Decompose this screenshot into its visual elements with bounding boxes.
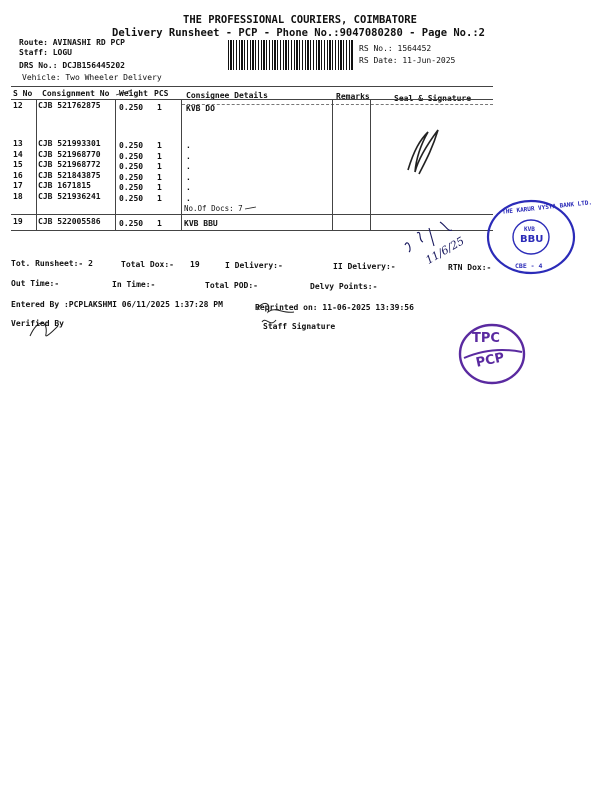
row-consignment: CJB 522005586 xyxy=(38,217,101,226)
row-consignment: CJB 521762875 xyxy=(38,101,101,110)
rs-date: RS Date: 11-Jun-2025 xyxy=(359,56,456,65)
row-consignment: CJB 521993301 xyxy=(38,139,101,148)
row-consignment: CJB 521968770 xyxy=(38,150,101,159)
row-weight: 0.250 xyxy=(119,152,144,161)
row-sno: 15 xyxy=(13,160,23,169)
route-label: Route: AVINASHI RD PCP xyxy=(19,38,125,47)
verified-by: Verified By xyxy=(11,319,64,328)
bank-name: THE KARUR VYSYA BANK LTD. xyxy=(501,199,593,216)
drs-number: DRS No.: DCJB156445202 xyxy=(19,61,125,70)
rs-number: RS No.: 1564452 xyxy=(359,44,432,53)
out-time: Out Time:- xyxy=(11,279,60,288)
total-dox-value: 19 xyxy=(190,260,200,269)
row-pcs: 1 xyxy=(157,103,162,112)
strike-docs xyxy=(245,207,256,209)
vehicle-label: Vehicle: Two Wheeler Delivery xyxy=(22,73,162,82)
total-dox-label: Total Dox:- xyxy=(121,260,174,269)
row-sno: 17 xyxy=(13,181,23,190)
pcp-label: PCP xyxy=(474,350,506,371)
entered-by: Entered By :PCPLAKSHMI 06/11/2025 1:37:28 PM xyxy=(11,300,223,309)
row-weight: 0.250 xyxy=(119,173,144,182)
row-pcs: 1 xyxy=(157,219,162,228)
row-sno: 14 xyxy=(13,150,23,159)
row-consignment: CJB 521843875 xyxy=(38,171,101,180)
row-weight: 0.250 xyxy=(119,103,144,112)
row-consignee: . xyxy=(186,141,191,150)
col-header-remarks: Remarks xyxy=(336,92,370,101)
bank-city: CBE - 4 xyxy=(515,262,543,270)
row-consignee: . xyxy=(186,194,191,203)
col-header-pcs: PCS xyxy=(154,89,169,98)
runsheet-title: Delivery Runsheet - PCP - Phone No.:9047080280 - Page No.:2 xyxy=(112,27,485,39)
row-sno: 16 xyxy=(13,171,23,180)
staff-signature: Staff Signature xyxy=(263,322,336,331)
in-time: In Time:- xyxy=(112,280,156,289)
row-consignee: KVB BBU xyxy=(184,219,218,228)
row-consignee: . xyxy=(186,173,191,182)
staff-label: Staff: LOGU xyxy=(19,48,72,57)
row-pcs: 1 xyxy=(157,152,162,161)
tpc-stamp xyxy=(458,322,528,388)
row-sno: 13 xyxy=(13,139,23,148)
row-weight: 0.250 xyxy=(119,141,144,150)
col-header-consignee: Consignee Details xyxy=(186,91,268,100)
row-consignee: KVB DO xyxy=(186,104,215,113)
row-pcs: 1 xyxy=(157,173,162,182)
total-pod: Total POD:- xyxy=(205,281,258,290)
no-of-docs: No.Of Docs: 7 xyxy=(184,204,243,213)
row-consignment: CJB 1671815 xyxy=(38,181,91,190)
row-sno: 12 xyxy=(13,101,23,110)
row-sno: 19 xyxy=(13,217,23,226)
row-weight: 0.250 xyxy=(119,162,144,171)
row-consignment: CJB 521968772 xyxy=(38,160,101,169)
i-delivery: I Delivery:- xyxy=(225,261,283,270)
col-header-seal: Seal & Signature xyxy=(394,94,472,103)
rtn-dox: RTN Dox:- xyxy=(448,263,492,272)
verified-signature-scribble xyxy=(30,323,58,336)
col-header-weight: Weight xyxy=(119,89,148,98)
bank-stamp xyxy=(485,199,593,275)
bank-branch: BBU xyxy=(520,234,544,245)
handwritten-date: 11/6/25 xyxy=(423,234,467,267)
row-consignment: CJB 521936241 xyxy=(38,192,101,201)
row-pcs: 1 xyxy=(157,194,162,203)
ii-delivery: II Delivery:- xyxy=(333,262,396,271)
row-consignee: . xyxy=(186,183,191,192)
reprinted-on: Reprinted on: 11-06-2025 13:39:56 xyxy=(255,303,414,312)
company-name: THE PROFESSIONAL COURIERS, COIMBATORE xyxy=(183,14,417,26)
col-header-consignment: Consignment No xyxy=(42,89,110,98)
tpc-label: TPC xyxy=(472,331,500,346)
row-pcs: 1 xyxy=(157,183,162,192)
col-header-sno: S No xyxy=(13,89,33,98)
row-pcs: 1 xyxy=(157,162,162,171)
bank-logo: KVB xyxy=(524,226,535,233)
delvy-points: Delvy Points:- xyxy=(310,282,378,291)
row-consignee: . xyxy=(186,152,191,161)
row-pcs: 1 xyxy=(157,141,162,150)
signature-large xyxy=(408,130,438,174)
row-weight: 0.250 xyxy=(119,183,144,192)
tot-runsheet: Tot. Runsheet:- 2 xyxy=(11,259,93,268)
row-consignee: . xyxy=(186,162,191,171)
row-sno: 18 xyxy=(13,192,23,201)
row-weight: 0.250 xyxy=(119,194,144,203)
row-weight: 0.250 xyxy=(119,219,144,228)
staff-signature-scribble xyxy=(257,303,294,322)
strike-weight xyxy=(116,90,132,95)
